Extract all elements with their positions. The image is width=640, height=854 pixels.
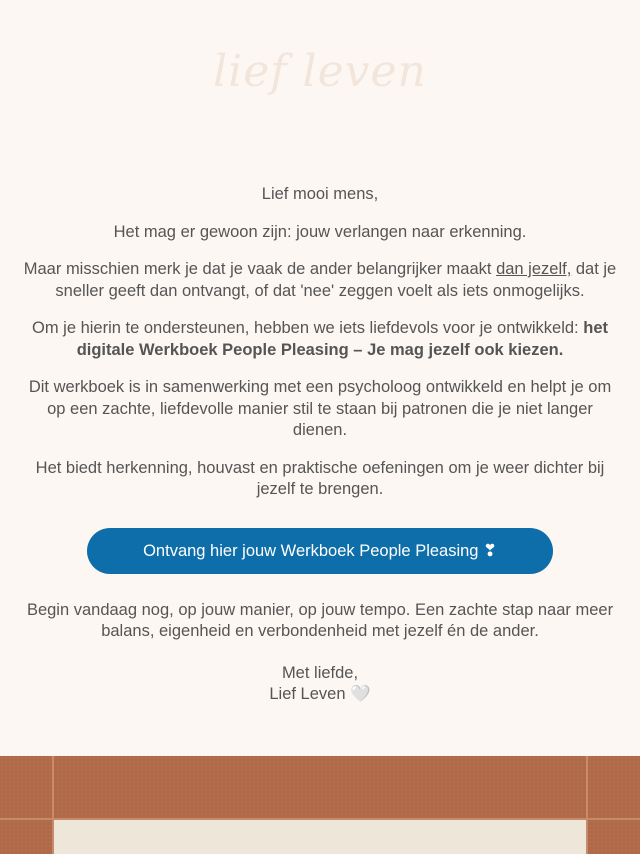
paragraph-erkenning: Het mag er gewoon zijn: jouw verlangen naar erkenning. xyxy=(113,222,527,241)
werkboek-cta-button[interactable]: Ontvang hier jouw Werkboek People Pleasing ❣ xyxy=(87,528,553,574)
lief-leven-logo: lief leven xyxy=(213,46,427,97)
paragraph-text: dat je sneller geeft dan ontvangt, of dat 'nee' zeggen voelt als iets onmogelijks. xyxy=(55,260,617,300)
paragraph-herkenning: Het biedt herkenning, houvast en praktische oefeningen om je weer dichter bij jezelf te brengen. xyxy=(35,458,605,498)
paragraph-psycholoog: Dit werkboek is in samenwerking met een psycholoog ontwikkeld en helpt je om op een zachte, liefdevolle manier stil te staan bij patronen die je niet langer dienen. xyxy=(28,378,612,439)
paragraph-belangrijker xyxy=(20,259,620,302)
greeting: Lief mooi mens, xyxy=(261,185,379,203)
footer-tile-pattern xyxy=(0,756,640,854)
werkboek-title: het digitale Werkboek People Pleasing – Je mag jezelf ook kiezen. xyxy=(76,319,608,359)
paragraph-begin: Begin vandaag nog, op jouw manier, op jouw tempo. Een zachte stap naar meer balans, eigenheid en verbondenheid met jezelf én de ander. xyxy=(26,600,614,640)
email-body xyxy=(0,184,640,706)
signature: Lief Leven 🤍 xyxy=(269,685,371,703)
paragraph-text: Maar misschien merk je dat je vaak de ander belangrijker maakt xyxy=(23,260,497,278)
cta-container xyxy=(0,528,640,574)
closing xyxy=(40,663,600,706)
closing-text: Met liefde, xyxy=(281,663,359,682)
paragraph-ontwikkeld xyxy=(20,318,620,361)
footer-cream-panel xyxy=(54,820,586,854)
footer-grout-line xyxy=(586,756,588,854)
paragraph-text: Om je hierin te ondersteunen, hebben we iets liefdevols voor je ontwikkeld: xyxy=(32,319,584,337)
dan-jezelf-link[interactable]: dan jezelf, xyxy=(496,260,572,278)
